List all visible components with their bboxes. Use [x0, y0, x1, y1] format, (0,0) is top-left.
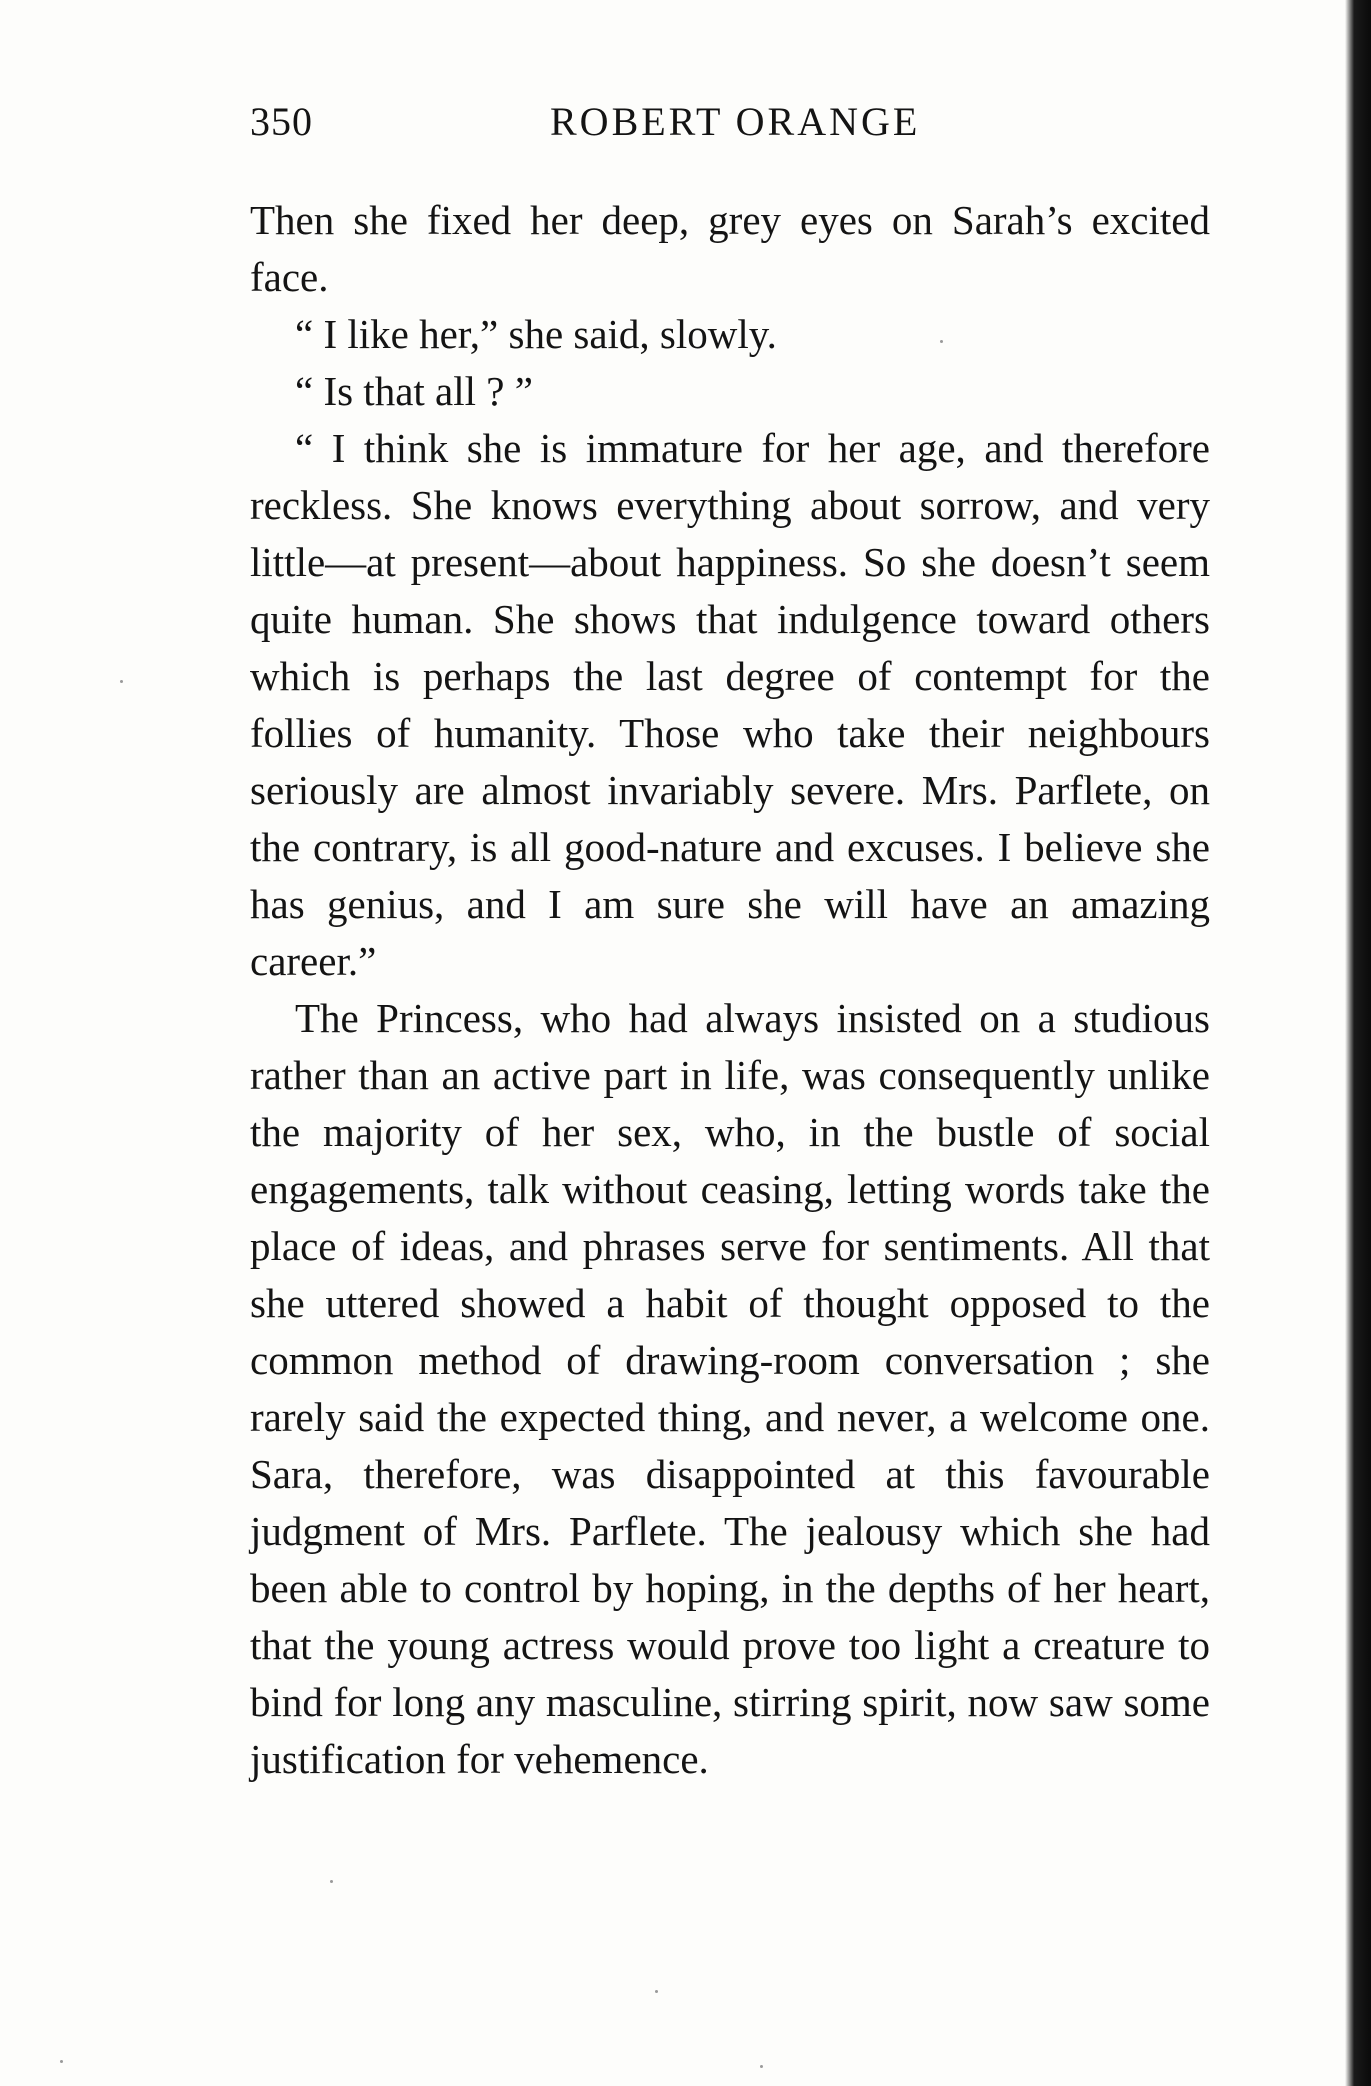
paper-speck	[330, 1880, 333, 1883]
paragraph: The Princess, who had always insisted on a studious rather than an active part in life, was consequently unlike the majority of her sex, who, in the bustle of social engagements, talk without ceasing, letting words take the place of ideas, and phrases serve for sentiments. All that she uttered showed a habit of thought opposed to the common method of drawing-room conversation ; she rarely said the expected thing, and never, a welcome one. Sara, therefore, was disappointed at this favourable judgment of Mrs. Parflete. The jealousy which she had been able to control by hoping, in the depths of her heart, that the young actress would prove too light a creature to bind for long any masculine, stirring spirit, now saw some justification for vehemence.	[250, 995, 1210, 1782]
paragraph: “ Is that all ? ”	[295, 368, 533, 414]
paper-speck	[120, 680, 123, 683]
running-title: ROBERT ORANGE	[550, 99, 921, 144]
paragraph: “ I think she is immature for her age, and therefore reckless. She knows everything about sorrow, and very little—at present—about happiness. So she doesn’t seem quite human. She shows that indulgence toward others which is perhaps the last degree of contempt for the follies of humanity. Those who take their neighbours seriously are almost invariably severe. Mrs. Parflete, on the contrary, is all good-nature and excuses. I believe she has genius, and I am sure she will have an amazing career.”	[250, 425, 1210, 984]
paper-speck	[940, 340, 943, 343]
paper-speck	[760, 2065, 763, 2068]
page-number: 350	[250, 99, 313, 144]
paragraph: Then she fixed her deep, grey eyes on Sarah’s excited face.	[250, 197, 1210, 300]
paper-speck	[60, 2060, 63, 2063]
paragraph: “ I like her,” she said, slowly.	[295, 311, 777, 357]
running-head	[250, 98, 1210, 158]
binding-edge-shadow	[1345, 0, 1371, 2086]
body-text	[250, 192, 1210, 1788]
paper-speck	[655, 1990, 658, 1993]
